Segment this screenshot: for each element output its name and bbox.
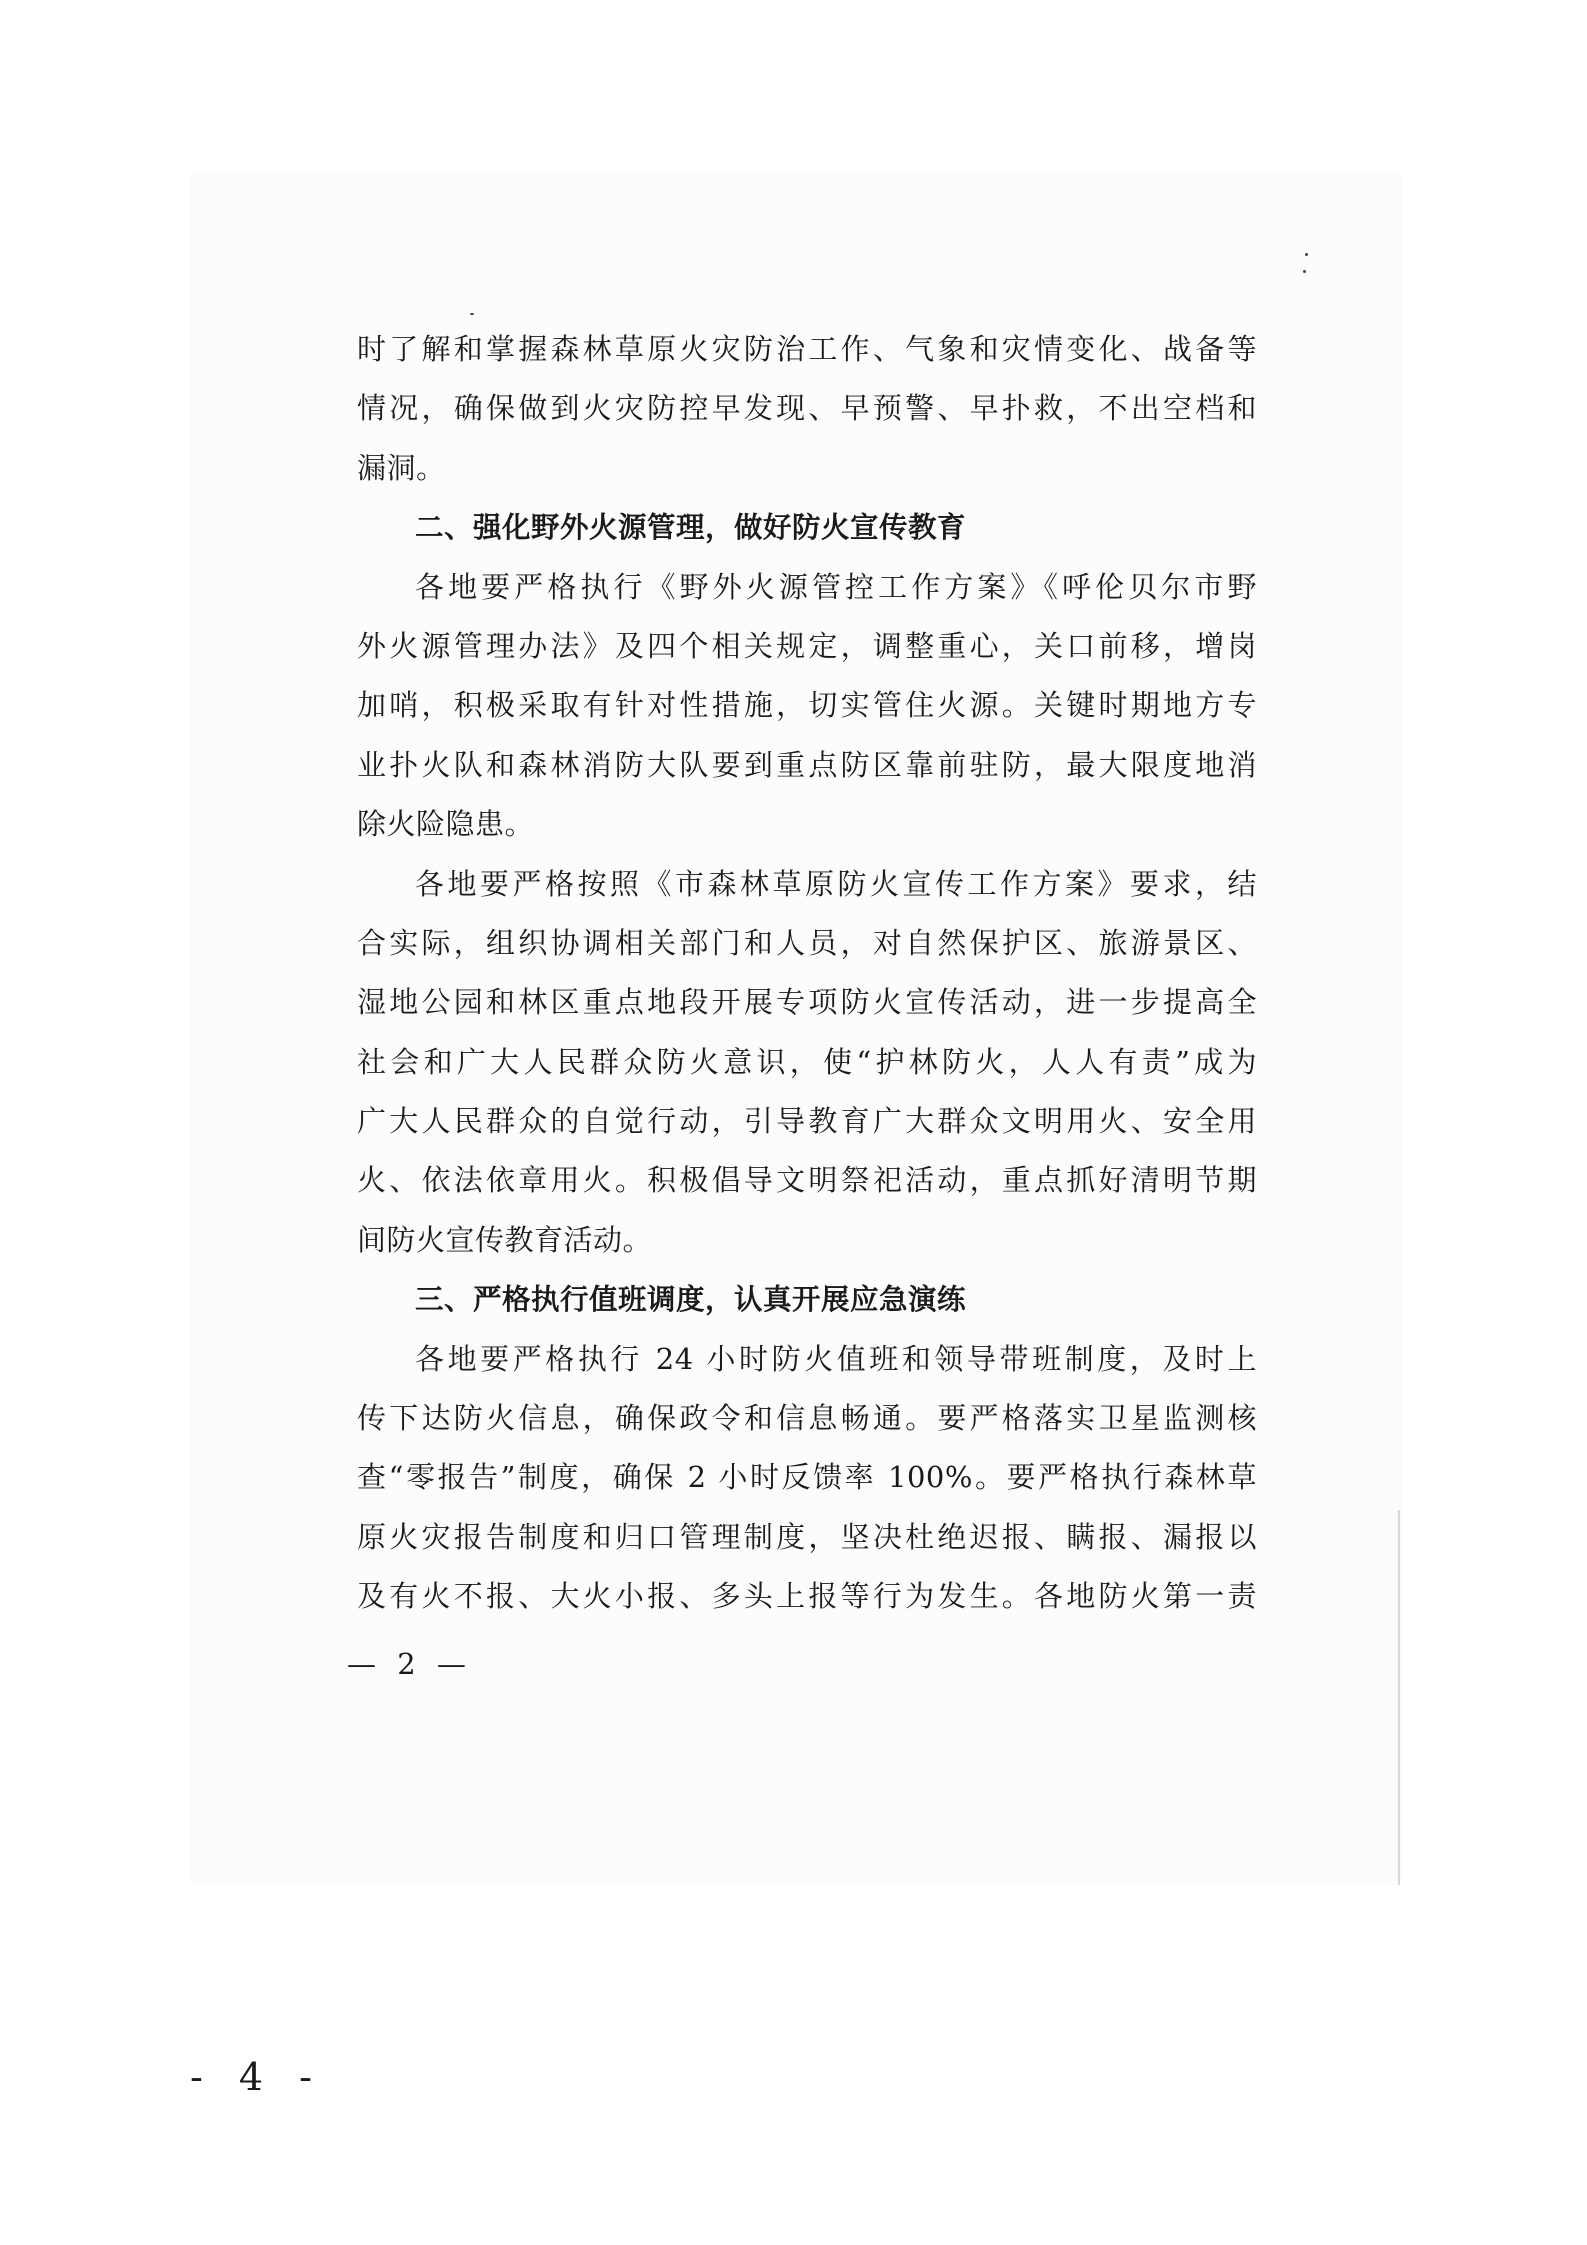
text-line: 查“零报告”制度，确保 2 小时反馈率 100%。要严格执行森林草 xyxy=(357,1460,1257,1495)
paragraph-first-line: 各地要严格执行 24 小时防火值班和领导带班制度，及时上 xyxy=(415,1341,1257,1376)
section-heading: 二、强化野外火源管理，做好防火宣传教育 xyxy=(415,511,967,545)
text-line: 传下达防火信息，确保政令和信息畅通。要严格落实卫星监测核 xyxy=(357,1401,1257,1436)
text-line: 广大人民群众的自觉行动，引导教育广大群众文明用火、安全用 xyxy=(357,1104,1257,1139)
text-line: 情况，确保做到火灾防控早发现、早预警、早扑救，不出空档和 xyxy=(357,391,1257,426)
paragraph-last-line: 除火险隐患。 xyxy=(357,807,535,842)
text-line: 外火源管理办法》及四个相关规定，调整重心，关口前移，增岗 xyxy=(357,628,1257,663)
scan-speck xyxy=(470,313,474,315)
text-line: 业扑火队和森林消防大队要到重点防区靠前驻防，最大限度地消 xyxy=(357,747,1257,782)
text-line: 原火灾报告制度和归口管理制度，坚决杜绝迟报、瞒报、漏报以 xyxy=(357,1519,1257,1554)
text-line: 火、依法依章用火。积极倡导文明祭祀活动，重点抓好清明节期 xyxy=(357,1163,1257,1198)
paragraph-first-line: 各地要严格执行《野外火源管控工作方案》《呼伦贝尔市野 xyxy=(415,569,1257,604)
paragraph-last-line: 间防火宣传教育活动。 xyxy=(357,1222,653,1257)
scan-speck xyxy=(1305,253,1308,256)
text-line: 湿地公园和林区重点地段开展专项防火宣传活动，进一步提高全 xyxy=(357,985,1257,1020)
text-line: 及有火不报、大火小报、多头上报等行为发生。各地防火第一责 xyxy=(357,1579,1257,1614)
paragraph-last-line: 漏洞。 xyxy=(357,450,446,485)
paragraph-first-line: 各地要严格按照《市森林草原防火宣传工作方案》要求，结 xyxy=(415,866,1257,901)
scan-speck xyxy=(1303,270,1306,273)
text-line: 时了解和掌握森林草原火灾防治工作、气象和灾情变化、战备等 xyxy=(357,332,1257,366)
scan-edge-line xyxy=(1398,1510,1400,1885)
text-line: 加哨，积极采取有针对性措施，切实管住火源。关键时期地方专 xyxy=(357,688,1257,723)
section-heading: 三、严格执行值班调度，认真开展应急演练 xyxy=(415,1283,967,1317)
text-line: 合实际，组织协调相关部门和人员，对自然保护区、旅游景区、 xyxy=(357,925,1257,960)
text-line: 社会和广大人民群众防火意识，使“护林防火，人人有责”成为 xyxy=(357,1044,1257,1079)
inner-page-number: — 2 — xyxy=(347,1647,472,1681)
document-body xyxy=(357,320,1257,1627)
outer-page-number: - 4 - xyxy=(190,2055,325,2099)
